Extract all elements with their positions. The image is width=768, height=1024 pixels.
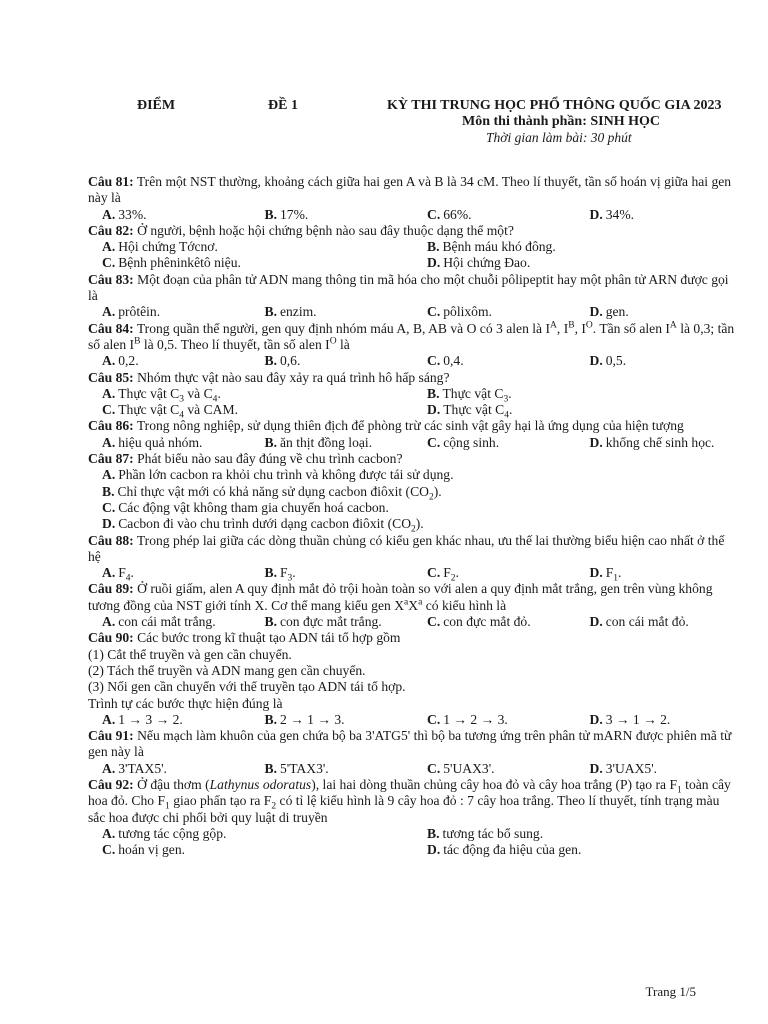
answer-option: C. $F_2$. xyxy=(427,565,459,584)
answer-option: B. 5'TAX3'. xyxy=(264,760,329,776)
answer-option: D. 3 → 1 → 2. xyxy=(589,711,671,727)
answer-option: A. 0,2. xyxy=(102,353,139,369)
page-number: Trang 1/5 xyxy=(645,984,696,999)
answer-option: B. 0,6. xyxy=(264,353,301,369)
answer-option: C. 5'UAX3'. xyxy=(427,760,495,776)
answer-option: B. Thực vật $C_3$. xyxy=(427,385,512,405)
answer-options xyxy=(88,761,738,777)
answer-option: A. $F_4$. xyxy=(102,565,134,584)
question-list xyxy=(88,174,738,858)
question-text: Các bước trong kĩ thuật tạo ADN tái tổ hợp gồm xyxy=(137,630,401,646)
answer-options xyxy=(88,353,738,369)
answer-option: C. Bệnh phêninkêtô niệu. xyxy=(102,255,241,271)
question-number: Câu 87: xyxy=(88,451,134,467)
question-82 xyxy=(88,223,738,239)
question-text: Phát biểu nào sau đây đúng về chu trình cacbon? xyxy=(137,451,403,467)
question-number: Câu 89: xyxy=(88,581,134,597)
answer-option: B. $F_3$. xyxy=(264,565,296,584)
header-de: ĐỀ 1 xyxy=(268,98,298,113)
header-diem: ĐIỂM xyxy=(137,98,176,113)
answer-option: A. Phần lớn cacbon ra khỏi chu trình và không được tái sử dụng. xyxy=(102,467,454,483)
question-text: Ở ruồi giấm, alen A quy định mắt đỏ trội hoàn toàn so với alen a quy định mắt trắng, gen trên vùng không tương đồng của NST giới tính X. Cơ thể mang kiểu gen $X^aX^a$ có kiểu hình là xyxy=(88,581,713,613)
exam-subject: Môn thi thành phần: SINH HỌC xyxy=(462,114,661,129)
answer-options xyxy=(88,826,738,859)
answer-option: C. cộng sinh. xyxy=(427,434,500,450)
answer-option: B. enzim. xyxy=(264,304,317,320)
answer-option: C. Các động vật không tham gia chuyển hoá cacbon. xyxy=(102,499,389,515)
answer-options xyxy=(88,304,738,320)
question-text: Nhóm thực vật nào sau đây xảy ra quá trình hô hấp sáng? xyxy=(137,369,450,385)
answer-option: A. hiệu quả nhóm. xyxy=(102,434,203,450)
answer-option: D. Hội chứng Đao. xyxy=(427,255,531,271)
answer-option: B. Chỉ thực vật mới có khả năng sử dụng cacbon điôxit $(CO_2)$. xyxy=(102,483,442,503)
answer-option: A. tương tác cộng gộp. xyxy=(102,825,227,841)
answer-option: A. con cái mắt trắng. xyxy=(102,614,216,630)
question-text: Trong phép lai giữa các dòng thuần chủng có kiểu gen khác nhau, ưu thế lai thường biểu hiện cao nhất ở thế hệ xyxy=(88,532,725,564)
question-number: Câu 82: xyxy=(88,222,134,238)
question-92 xyxy=(88,777,738,826)
answer-option: B. ăn thịt đồng loại. xyxy=(264,434,373,450)
question-text: Nếu mạch làm khuôn của gen chứa bộ ba 3'ATG5' thì bộ ba tương ứng trên phân tử mARN được phiên mã từ gen này là xyxy=(88,728,732,760)
answer-options xyxy=(88,565,738,584)
answer-option: C. 0,4. xyxy=(427,353,464,369)
answer-option: D. gen. xyxy=(589,304,629,320)
answer-options xyxy=(88,239,738,272)
answer-option: D. Cacbon đi vào chu trình dưới dạng cacbon điôxit $(CO_2)$. xyxy=(102,516,424,535)
question-step: (1) Cắt thể truyền và gen cần chuyển. xyxy=(88,646,292,662)
question-86 xyxy=(88,418,738,434)
answer-options xyxy=(88,207,738,223)
answer-option: C. pôlixôm. xyxy=(427,304,492,320)
answer-option: A. Thực vật $C_3$ và $C_4$. xyxy=(102,385,221,405)
answer-option: B. 2 → 1 → 3. xyxy=(264,711,345,727)
question-number: Câu 92: xyxy=(88,776,134,792)
question-number: Câu 86: xyxy=(88,418,134,434)
question-87 xyxy=(88,451,738,467)
question-step: Trình tự các bước thực hiện đúng là xyxy=(88,695,283,711)
question-number: Câu 83: xyxy=(88,271,134,287)
answer-option: B. 17%. xyxy=(264,206,309,222)
question-step: (2) Tách thể truyền và ADN mang gen cần chuyển. xyxy=(88,662,366,678)
question-text: Trong nông nghiệp, sử dụng thiên địch để phòng trừ các sinh vật gây hại là ứng dụng của hiện tượng xyxy=(136,418,684,434)
answer-option: A. Hội chứng Tớcnơ. xyxy=(102,239,218,255)
question-91 xyxy=(88,728,738,761)
question-85 xyxy=(88,370,738,386)
answer-options xyxy=(88,386,738,419)
question-number: Câu 90: xyxy=(88,630,134,646)
question-88 xyxy=(88,533,738,566)
answer-options xyxy=(88,435,738,451)
question-number: Câu 88: xyxy=(88,532,134,548)
question-text: Trong quần thể người, gen quy định nhóm máu A, B, AB và O có 3 alen là $I^A$, $I^B$, $I^O$. Tần số alen $I^A$ là 0,3; tần số alen $I^B$ là 0,5. Theo lí thuyết, tần số alen $I^O$ là xyxy=(88,320,735,352)
question-90 xyxy=(88,630,738,646)
answer-option: B. con đực mắt trắng. xyxy=(264,614,382,630)
answer-option: A. 33%. xyxy=(102,206,147,222)
exam-time: Thời gian làm bài: 30 phút xyxy=(486,130,632,145)
answer-option: D. 0,5. xyxy=(589,353,627,369)
answer-option: C. hoán vị gen. xyxy=(102,842,186,858)
question-number: Câu 91: xyxy=(88,728,134,744)
answer-option: A. 3'TAX5'. xyxy=(102,760,167,776)
answer-option: B. tương tác bổ sung. xyxy=(427,825,544,841)
exam-title: KỲ THI TRUNG HỌC PHỔ THÔNG QUỐC GIA 2023 xyxy=(387,98,722,113)
answer-option: C. con đực mắt đỏ. xyxy=(427,614,531,630)
question-81 xyxy=(88,174,738,207)
answer-option: D. $F_1$. xyxy=(589,565,622,584)
answer-option: A. prôtêin. xyxy=(102,304,161,320)
question-89 xyxy=(88,581,738,614)
question-text: Một đoạn của phân tử ADN mang thông tin mã hóa cho một chuỗi pôlipeptit hay một phân tử ARN được gọi là xyxy=(88,271,729,304)
question-84 xyxy=(88,321,738,354)
question-step: (3) Nối gen cần chuyển với thể truyền tạo ADN tái tổ hợp. xyxy=(88,679,406,695)
question-number: Câu 81: xyxy=(88,174,134,189)
answer-option: A. 1 → 3 → 2. xyxy=(102,711,183,727)
answer-option: D. tác động đa hiệu của gen. xyxy=(427,842,582,858)
answer-option: D. khống chế sinh học. xyxy=(589,434,715,450)
answer-option: D. con cái mắt đỏ. xyxy=(589,614,689,630)
answer-option: D. Thực vật $C_4$. xyxy=(427,402,513,421)
question-83 xyxy=(88,272,738,305)
question-text: Ở đậu thơm (Lathynus odoratus), lai hai dòng thuần chủng cây hoa đỏ và cây hoa trắng (P) tạo ra $F_1$ toàn cây hoa đỏ. Cho $F_1$ giao phấn tạo ra $F_2$ có tỉ lệ kiểu hình là 9 cây hoa đỏ : 7 cây hoa trắng. Theo lí thuyết, tính trạng màu sắc hoa được chi phối bởi quy luật di truyền xyxy=(88,776,731,825)
question-text: Ở người, bệnh hoặc hội chứng bệnh nào sau đây thuộc dạng thể một? xyxy=(137,222,514,238)
answer-option: C. 66%. xyxy=(427,206,472,222)
answer-option: B. Bệnh máu khó đông. xyxy=(427,239,556,255)
answer-option: C. 1 → 2 → 3. xyxy=(427,711,508,727)
question-text: Trên một NST thường, khoảng cách giữa hai gen A và B là 34 cM. Theo lí thuyết, tần số hoán vị giữa hai gen này là xyxy=(88,174,732,206)
answer-options xyxy=(88,712,738,728)
answer-option: D. 3'UAX5'. xyxy=(589,760,658,776)
question-number: Câu 85: xyxy=(88,369,134,385)
question-number: Câu 84: xyxy=(88,320,134,336)
answer-option: D. 34%. xyxy=(589,206,635,222)
answer-option: C. Thực vật $C_4$ và CAM. xyxy=(102,402,238,421)
answer-options xyxy=(88,614,738,630)
